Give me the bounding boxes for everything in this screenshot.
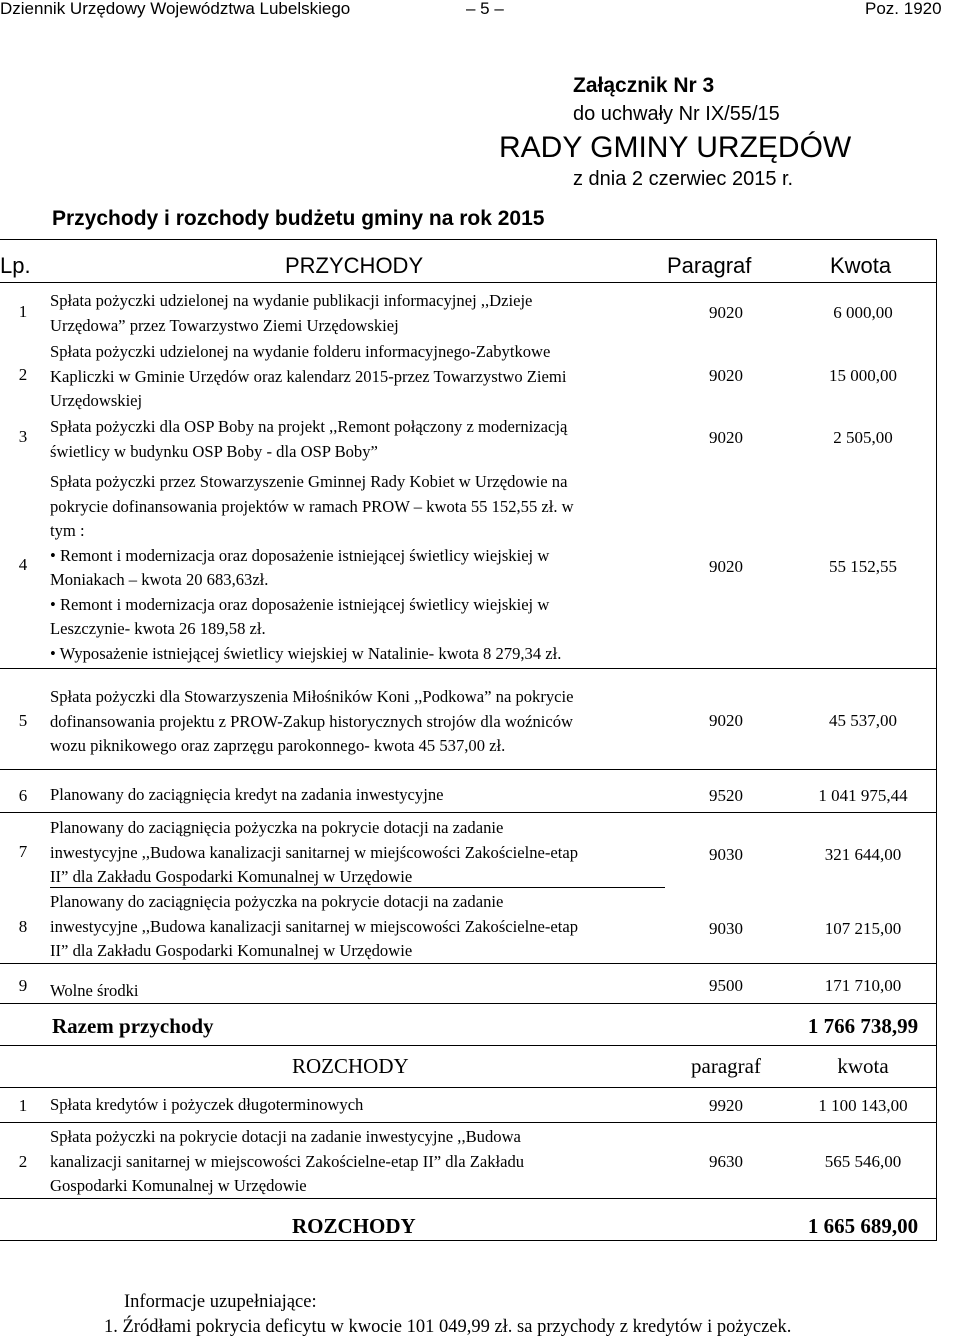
row-amount: 1 100 143,00 xyxy=(818,1096,908,1115)
row-lp: 1 xyxy=(18,302,28,321)
income-total-amount: 1 766 738,99 xyxy=(807,1014,919,1038)
annex-council: RADY GMINY URZĘDÓW xyxy=(499,131,852,164)
page-number: – 5 – xyxy=(466,0,504,18)
row-paragraph: 9020 xyxy=(709,711,743,730)
annex-resolution: do uchwały Nr IX/55/15 xyxy=(573,103,780,125)
notes-item: 1. Źródłami pokrycia deficytu w kwocie 101 049,99 zł. sa przychody z kredytów i pożyczek. xyxy=(104,1317,792,1337)
row-description: Planowany do zaciągnięcia pożyczka na pokrycie dotacji na zadanie inwestycyjne ,,Budowa kanalizacji sanitarnej w miejścowości Zakościelne-etap II” dla Zakładu Gospodarki Komunalnej w Urzędowie xyxy=(50,818,579,886)
row-paragraph: 9020 xyxy=(709,303,743,322)
row-lp: 7 xyxy=(18,842,28,861)
document-title: Przychody i rozchody budżetu gminy na rok 2015 xyxy=(52,207,545,230)
annex-date: z dnia 2 czerwiec 2015 r. xyxy=(573,168,794,190)
row-amount: 2 505,00 xyxy=(833,428,893,447)
table-right-border xyxy=(936,239,937,1240)
row-paragraph: 9630 xyxy=(709,1152,743,1171)
row-lp: 2 xyxy=(18,365,28,384)
table-top-border xyxy=(0,239,937,240)
row-separator xyxy=(0,668,937,669)
row-description: Planowany do zaciągnięcia kredyt na zadania inwestycyjne xyxy=(50,785,444,804)
row-separator xyxy=(50,887,665,888)
row-paragraph: 9020 xyxy=(709,366,743,385)
row-lp: 2 xyxy=(18,1152,28,1171)
row-paragraph: 9520 xyxy=(709,786,743,805)
row-lp: 3 xyxy=(18,427,28,446)
expense-total-amount: 1 665 689,00 xyxy=(807,1214,919,1238)
row-lp: 4 xyxy=(18,555,28,574)
row-separator xyxy=(0,769,937,770)
row-lp: 8 xyxy=(18,917,28,936)
expense-total-label: ROZCHODY xyxy=(292,1214,416,1238)
row-paragraph: 9030 xyxy=(709,919,743,938)
row-separator xyxy=(0,1003,937,1004)
row-separator xyxy=(0,1122,937,1123)
row-amount: 1 041 975,44 xyxy=(818,786,908,805)
col-header-amount: kwota xyxy=(837,1054,889,1078)
row-description: Spłata pożyczki udzielonej na wydanie folderu informacyjnego-Zabytkowe Kapliczki w Gminie Urzędów oraz kalendarz 2015-przez Towarzystwo Ziemi Urzędowskiej xyxy=(50,342,567,410)
row-description: Spłata pożyczki dla OSP Boby na projekt ,,Remont połączony z modernizacją świetlicy w budynku OSP Boby - dla OSP Boby” xyxy=(50,417,568,461)
col-header-lp: Lp. xyxy=(0,253,31,278)
row-amount: 107 215,00 xyxy=(824,919,902,938)
row-lp: 5 xyxy=(18,711,28,730)
header-bottom-border xyxy=(0,1087,937,1088)
col-header-paragraph: paragraf xyxy=(691,1054,761,1078)
header-bottom-border xyxy=(0,282,937,283)
row-amount: 55 152,55 xyxy=(829,557,897,576)
row-amount: 15 000,00 xyxy=(829,366,897,385)
row-description: Wolne środki xyxy=(50,981,139,1000)
row-paragraph: 9920 xyxy=(709,1096,743,1115)
annex-title: Załącznik Nr 3 xyxy=(573,74,715,97)
row-separator xyxy=(0,812,937,813)
journal-name: Dziennik Urzędowy Województwa Lubelskiego xyxy=(0,0,351,18)
row-paragraph: 9500 xyxy=(709,976,743,995)
row-amount: 45 537,00 xyxy=(829,711,897,730)
col-header-paragraph: Paragraf xyxy=(667,253,752,278)
row-description: Spłata pożyczki na pokrycie dotacji na zadanie inwestycyjne ,,Budowa kanalizacji sanitarnej w miejscowości Zakościelne-etap II” dla Zakładu Gospodarki Komunalnej w Urzędowie xyxy=(50,1127,525,1195)
table-bottom-border xyxy=(0,1240,937,1241)
row-lp: 6 xyxy=(18,786,28,805)
row-description: Spłata pożyczki dla Stowarzyszenia Miłośników Koni ,,Podkowa” na pokrycie dofinansowania projektu z PROW-Zakup historycznych strojów dla woźniców wozu piknikowego oraz zaprzęgu parokonnego- kwota 45 537,00 zł. xyxy=(50,687,574,755)
row-description: Spłata pożyczki udzielonej na wydanie publikacji informacyjnej ,,Dzieje Urzędowa” przez Towarzystwo Ziemi Urzędowskiej xyxy=(50,291,533,335)
income-total-label: Razem przychody xyxy=(52,1014,214,1038)
row-paragraph: 9030 xyxy=(709,845,743,864)
col-header-income: PRZYCHODY xyxy=(285,253,424,278)
row-paragraph: 9020 xyxy=(709,557,743,576)
row-separator xyxy=(0,1198,937,1199)
row-paragraph: 9020 xyxy=(709,428,743,447)
row-description: Spłata kredytów i pożyczek długoterminowych xyxy=(50,1095,364,1114)
row-amount: 321 644,00 xyxy=(824,845,902,864)
row-amount: 171 710,00 xyxy=(824,976,902,995)
row-separator xyxy=(0,963,937,964)
row-amount: 565 546,00 xyxy=(824,1152,902,1171)
row-lp: 9 xyxy=(18,976,28,995)
col-header-expenses: ROZCHODY xyxy=(292,1054,409,1078)
row-lp: 1 xyxy=(18,1096,28,1115)
row-amount: 6 000,00 xyxy=(833,303,893,322)
row-description: Planowany do zaciągnięcia pożyczka na pokrycie dotacji na zadanie inwestycyjne ,,Budowa kanalizacji sanitarnej w miejscowości Zakościelne-etap II” dla Zakładu Gospodarki Komunalnej w Urzędowie xyxy=(50,892,579,960)
position-number: Poz. 1920 xyxy=(865,0,942,18)
col-header-amount: Kwota xyxy=(830,253,892,278)
total-separator xyxy=(0,1045,937,1046)
notes-title: Informacje uzupełniające: xyxy=(124,1292,317,1312)
row-description: Spłata pożyczki przez Stowarzyszenie Gminnej Rady Kobiet w Urzędowie na pokrycie dofinansowania projektów w ramach PROW – kwota 55 152,55 zł. w tym : • Remont i modernizacja oraz doposażenie istniejącej świetlicy wiejskiej w Moniakach – kwota 20 683,63zł. • Remont i modernizacja oraz doposażenie istniejącej świetlicy wiejskiej w Leszczynie- kwota 26 189,58 zł. • Wyposażenie istniejącej świetlicy wiejskiej w Natalinie- kwota 8 279,34 zł. xyxy=(50,472,574,663)
